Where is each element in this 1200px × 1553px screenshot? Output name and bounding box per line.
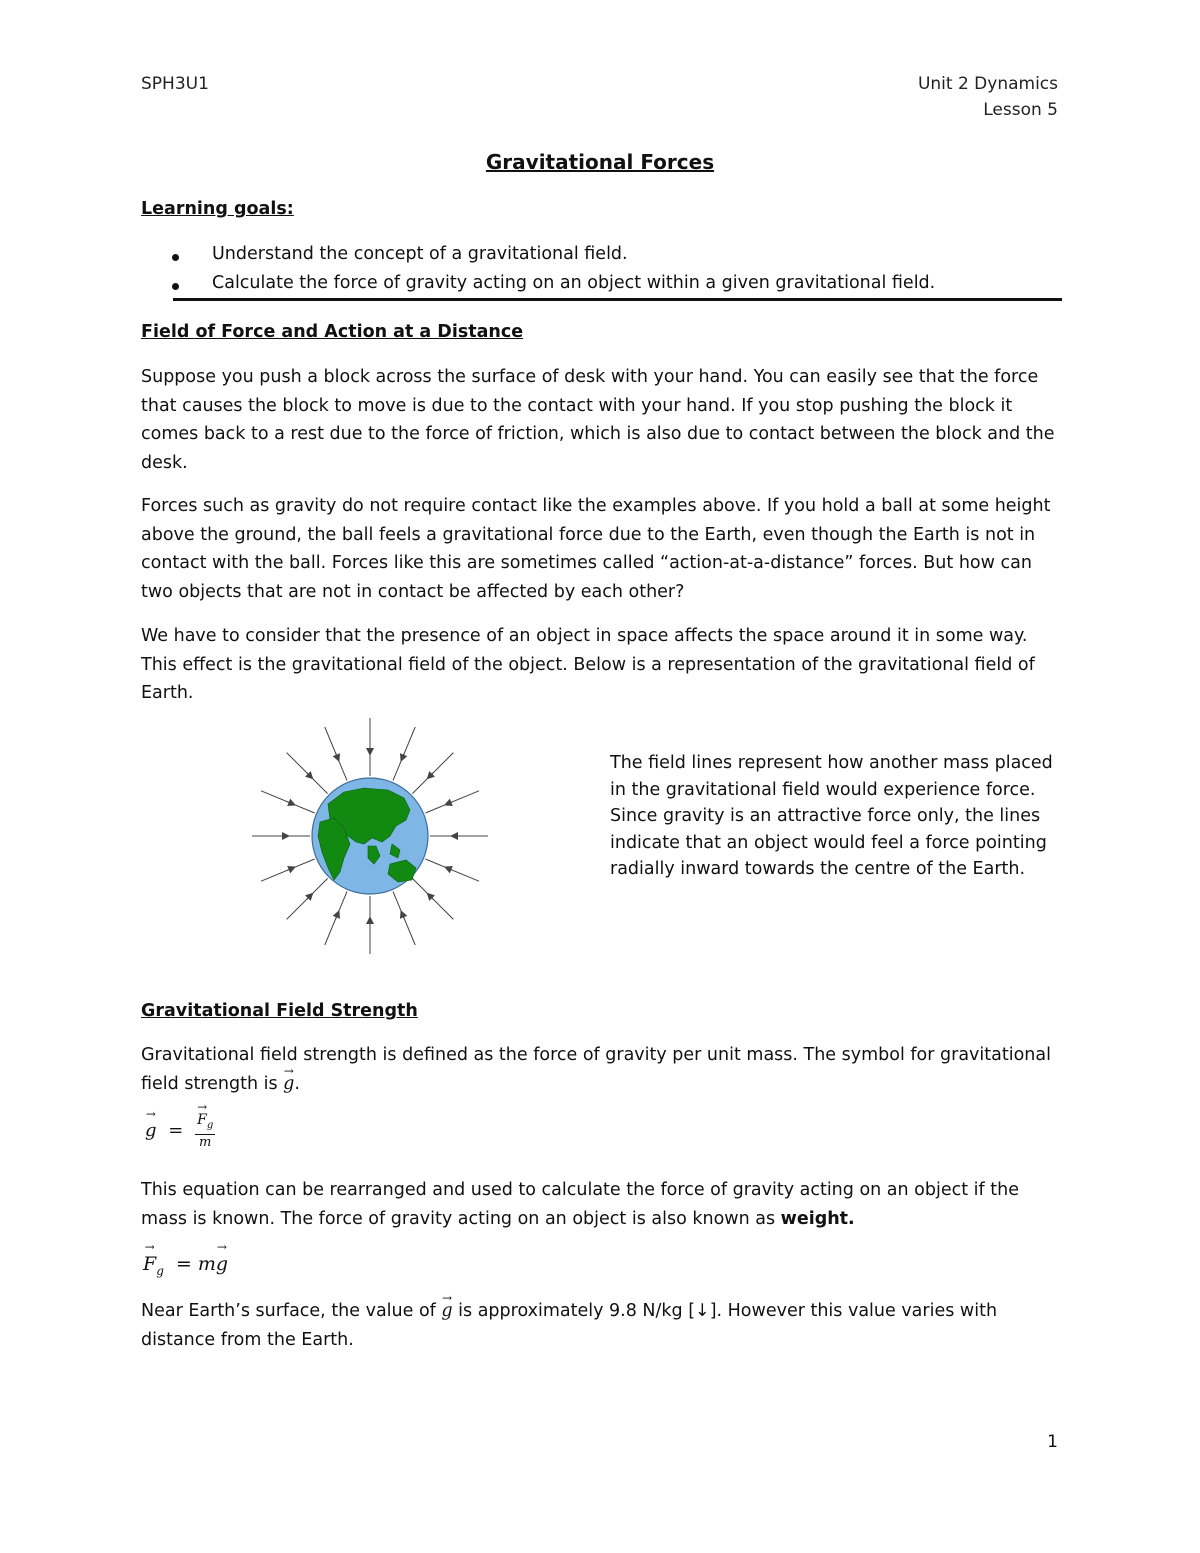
eq-equals-sign: = — [168, 1120, 184, 1142]
field-arrow-icon — [336, 753, 339, 760]
bullet-icon — [172, 254, 179, 261]
eq2-f-symbol: → F — [143, 1253, 156, 1275]
eq-f-subscript: g — [206, 1119, 214, 1131]
weight-term: weight. — [780, 1208, 855, 1229]
definition-end: . — [294, 1073, 300, 1094]
eq2-equals-sign: = — [175, 1253, 192, 1275]
g-value-text-start: Near Earth’s surface, the value of — [141, 1301, 442, 1321]
course-code: SPH3U1 — [141, 74, 209, 94]
section-heading-field-of-force: Field of Force and Action at a Distance — [141, 322, 524, 342]
equation-fg-equals-mg — [143, 1253, 228, 1278]
field-arrow-icon — [306, 772, 312, 778]
unit-label: Unit 2 Dynamics — [917, 74, 1058, 94]
field-arrow-icon — [336, 912, 339, 919]
g-value-symbol: → g — [441, 1297, 452, 1326]
bullet-icon — [172, 283, 179, 290]
paragraph-action-at-distance: Forces such as gravity do not require contact like the examples above. If you hold a ball at some height above the ground, the ball feels a gravitational force due to the Earth, even though the Earth is not in contact with the ball. Forces like this are sometimes called “action-at-a-distance” forces. But how can two objects that are not in contact be affected by each other? — [141, 496, 1051, 602]
page-title: Gravitational Forces — [485, 150, 715, 174]
field-arrow-icon — [446, 867, 453, 870]
page-number: 1 — [1047, 1432, 1058, 1452]
g-value-text-end: is approximately 9.8 N/kg [↓]. However this value varies with distance from the Earth. — [141, 1301, 998, 1350]
eq-f-symbol: → F — [197, 1112, 207, 1128]
learning-goals-heading: Learning goals: — [141, 199, 294, 219]
eq-m-symbol: m — [198, 1134, 212, 1150]
eq2-m-symbol: m — [197, 1253, 216, 1275]
equation-g-equals-fg-over-m — [145, 1112, 215, 1151]
figure-caption: The field lines represent how another mass placed in the gravitational field would experience force. Since gravity is an attractive force only, the lines indicate that an object would feel a force pointing radially inward towards the centre of the Earth. — [610, 753, 1053, 879]
field-arrow-icon — [401, 753, 404, 760]
definition-text: Gravitational field strength is defined as the force of gravity per unit mass. The symbol for gravitational field strength is — [141, 1045, 1051, 1094]
field-arrow-icon — [446, 802, 453, 805]
section-divider — [173, 298, 1062, 301]
field-arrow-icon — [428, 894, 434, 900]
eq-fraction — [195, 1112, 215, 1151]
eq2-g-symbol: → g — [216, 1253, 228, 1275]
weight-text: This equation can be rearranged and used to calculate the force of gravity acting on an object if the mass is known. The force of gravity acting on an object is also known as — [141, 1180, 1019, 1229]
paragraph-weight — [141, 1176, 1066, 1233]
paragraph-field-strength-definition — [141, 1041, 1066, 1098]
eq2-f-subscript: g — [156, 1263, 164, 1278]
learning-goal-text: Understand the concept of a gravitational field. — [212, 244, 628, 264]
paragraph-g-value — [141, 1297, 1066, 1354]
field-arrow-icon — [287, 867, 294, 870]
section-heading-field-strength: Gravitational Field Strength — [141, 1001, 418, 1021]
field-arrow-icon — [428, 772, 434, 778]
paragraph-gravitational-field: We have to consider that the presence of an object in space affects the space around it in some way. This effect is the gravitational field of the object. Below is a representation of the gravitational field of Earth. — [141, 626, 1035, 703]
field-arrow-icon — [287, 802, 294, 805]
eq-g-symbol: → g — [145, 1120, 157, 1141]
paragraph-contact-forces: Suppose you push a block across the surface of desk with your hand. You can easily see that the force that causes the block to move is due to the contact with your hand. If you stop pushing the block it comes back to a rest due to the force of friction, which is also due to contact between the block and the desk. — [141, 367, 1055, 473]
lesson-label: Lesson 5 — [983, 100, 1058, 120]
g-vector-symbol: → g — [283, 1070, 294, 1099]
learning-goal-text: Calculate the force of gravity acting on an object within a given gravitational field. — [212, 273, 936, 293]
earth-gravitational-field-figure — [240, 718, 502, 958]
field-arrow-icon — [401, 912, 404, 919]
field-arrow-icon — [306, 894, 312, 900]
